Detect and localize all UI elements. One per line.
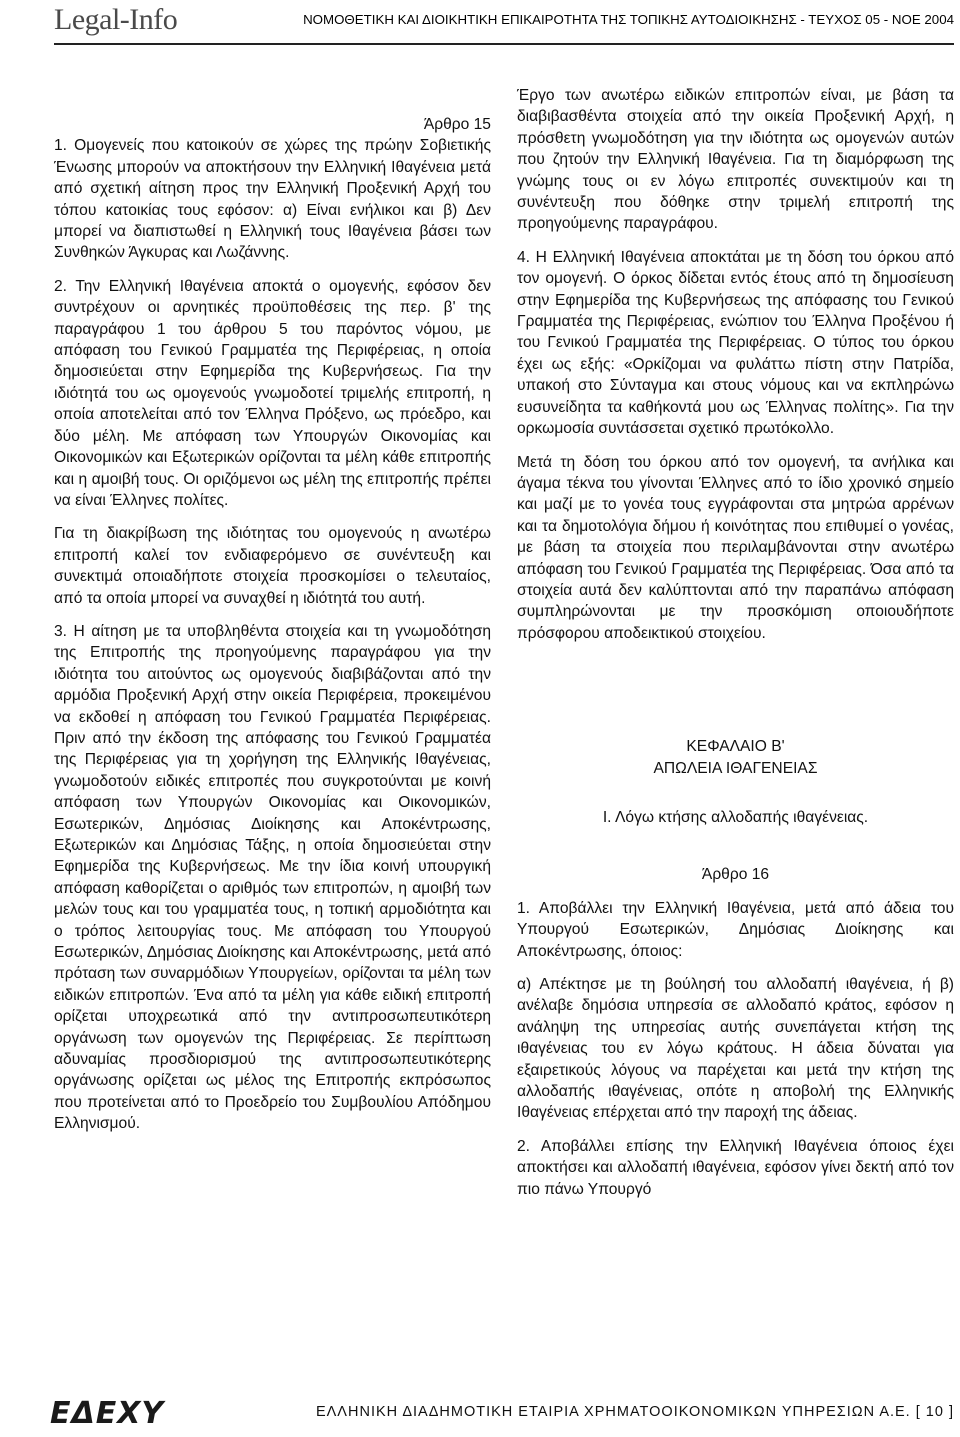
page-footer <box>0 1390 960 1437</box>
section-title: Ι. Λόγω κτήσης αλλοδαπής ιθαγένειας. <box>602 808 869 826</box>
paragraph: Μετά τη δόση του όρκου από τον ομογενή, τα ανήλικα και άγαμα τέκνα του γίνονται Έλληνες από το ίδιο χρονικό σημείο και μαζί με το γονέα τους εγγράφονται στα μητρώα αρρένων και τα δημοτολόγια δήμου ή κοινότητας που επιθυμεί ο γονέας, με βάση τα στοιχεία που περιλαμβάνονται στην ανωτέρω απόφαση του Γενικού Γραμματέα της Περιφέρειας. Όσα από τα στοιχεία αυτά δεν καλύπτονται από την παραπάνω απόφαση συμπληρώνονται με την προσκόμιση οποιουδήποτε πρόσφορου αποδεικτικού στοιχείου. <box>517 453 954 642</box>
left-column <box>54 84 491 1147</box>
right-column <box>517 85 954 1212</box>
paragraph: 4. Η Ελληνική Ιθαγένεια αποκτάται με τη δόση του όρκου από τον ομογενή. Ο όρκος δίδεται εντός έτους από τη δημοσίευση στην Εφημερίδα της Κυβερνήσεως της απόφασης του Γενικού Γραμματέα της Περιφέρειας, ενώπιον του Έλληνα Προξένου ή του Γενικού Γραμματέα της Περιφέρειας. Ο τύπος του όρκου έχει ως εξής: «Ορκίζομαι να φυλάττω πίστη στην Πατρίδα, υπακοή στο Σύνταγμα και στους νόμους και να εκπληρώνω ευσυνείδητα τα καθήκοντά μου ως Έλληνας πολίτης». Για την ορκωμοσία συντάσσεται σχετικό πρωτόκολλο. <box>517 248 954 438</box>
paragraph: α) Απέκτησε με τη βούλησή του αλλοδαπή ιθαγένεια, ή β) ανέλαβε δημόσια υπηρεσία σε αλλοδαπό κράτος, εφόσον η ανάληψη της υπηρεσίας αυτής συνεπάγεται κτήση της ιθαγένειας του εν λόγω κράτους. Η άδεια δύναται για εξαιρετικούς λόγους να παρέχεται και μετά την κτήση της αλλοδαπής ιθαγένειας, οπότε η αποβολή της Ελληνικής Ιθαγένειας επέρχεται από την παροχή της άδειας. <box>517 976 954 1122</box>
paragraph: Έργο των ανωτέρω ειδικών επιτροπών είναι, με βάση τα διαβιβασθέντα στοιχεία από την οικεία Προξενική Αρχή, η πρόσθετη γνωμοδότηση για την ιδιότητα ως ομογενών αυτών που ζητούν την Ελληνική Ιθαγένεια. Για τη διαμόρφωση της γνώμης τους οι εν λόγω επιτροπές συνεκτιμούν και τη συνέντευξη που δόθηκε στην τριμελή επιτροπή της προηγούμενης παραγράφου. <box>517 87 954 233</box>
paragraph: 2. Την Ελληνική Ιθαγένεια αποκτά ο ομογενής, εφόσον δεν συντρέχουν οι αρνητικές προϋποθέσεις της περ. β' της παραγράφου 1 του άρθρου 5 του παρόντος νόμου, με απόφαση του Γενικού Γραμματέα της Περιφέρειας, η οποία δημοσιεύεται στην Εφημερίδα της Κυβερνήσεως. Για την ιδιότητά του ως ομογενούς γνωμοδοτεί τριμελής επιτροπή, η οποία αποτελείται από τον Έλληνα Πρόξενο, ως πρόεδρο, και δύο μέλη. Με απόφαση των Υπουργών Οικονομίας και Οικονομικών και Εξωτερικών ορίζονται τα μέλη κάθε επιτροπής και η αμοιβή τους. Οι οριζόμενοι ως μέλη της επιτροπής πρέπει να είναι Έλληνες πολίτες. <box>54 277 491 509</box>
publication-title: ΝΟΜΟΘΕΤΙΚΗ ΚΑΙ ΔΙΟΙΚΗΤΙΚΗ ΕΠΙΚΑΙΡΟΤΗΤΑ ΤΗΣ ΤΟΠΙΚΗΣ ΑΥΤΟΔΙΟΙΚΗΣΗΣ - ΤΕΥΧΟΣ 05 - ΝΟΕ 2004 <box>303 12 954 27</box>
paragraph: 3. Η αίτηση με τα υποβληθέντα στοιχεία και τη γνωμοδότηση της Επιτροπής της προηγούμενης παραγράφου για την ιδιότητα του αιτούντος ως ομογενούς διαβιβάζονται από την αρμόδια Προξενική Αρχή στην οικεία Περιφέρεια, προκειμένου να εκδοθεί η απόφαση του Γενικού Γραμματέα Περιφέρειας. Πριν από την έκδοση της απόφασης του Γενικού Γραμματέα της Περιφέρειας για τη χορήγηση της Ελληνικής Ιθαγένειας, γνωμοδοτούν ειδικές επιτροπές που συγκροτούνται με κοινή απόφαση των Υπουργών Οικονομίας και Οικονομικών, Εσωτερικών, Δημόσιας Διοίκησης και Αποκέντρωσης, Εξωτερικών και Δημόσιας Τάξης, η οποία δημοσιεύεται στην Εφημερίδα της Κυβερνήσεως. Με την ίδια κοινή υπουργική απόφαση καθορίζεται ο αριθμός των επιτροπών, η αμοιβή των μελών τους και του γραμματέα τους, η τοπική αρμοδιότητα και ο τρόπος λειτουργίας τους. Με απόφαση του Υπουργού Εσωτερικών, Δημόσιας Διοίκησης και Αποκέντρωσης, μετά από πρόταση των συναρμόδιων Υπουργείων, ορίζονται τα μέλη των ειδικών επιτροπών. Ένα από τα μέλη για κάθε ειδική επιτροπή ορίζεται υποχρεωτικά από την αντιπροσωπευτικότερη οργάνωση των ομογενών της Περιφέρειας. Σε περίπτωση αδυναμίας προσδιορισμού της αντιπροσωπευτικότερης οργάνωσης ορίζεται ως μέλος της Επιτροπής εκπρόσωπος που προτείνεται από το Προεδρείο του Συμβουλίου Απόδημου Ελληνισμού. <box>54 622 491 1133</box>
edexy-logo: ΕΔΕΧΥ <box>50 1396 165 1431</box>
paragraph: 2. Αποβάλλει επίσης την Ελληνική Ιθαγένεια όποιος έχει αποκτήσει και αλλοδαπή ιθαγένεια, εφόσον γίνει δεκτή από τον πιο πάνω Υπουργό <box>517 1137 954 1198</box>
paragraph: 1. Αποβάλλει την Ελληνική Ιθαγένεια, μετά από άδεια του Υπουργού Εσωτερικών, Δημόσιας Διοίκησης και Αποκέντρωσης, όποιος: <box>517 899 954 960</box>
article-16-title: Άρθρο 16 <box>701 866 770 884</box>
chapter-title: ΚΕΦΑΛΑΙΟ Β' <box>686 738 785 756</box>
header-divider <box>54 43 954 45</box>
chapter-subtitle: ΑΠΩΛΕΙΑ ΙΘΑΓΕΝΕΙΑΣ <box>653 759 818 777</box>
article-15-title: Άρθρο 15 <box>423 116 491 133</box>
chapter-heading <box>517 736 954 828</box>
paragraph: Για τη διακρίβωση της ιδιότητας του ομογενούς η ανωτέρω επιτροπή καλεί τον ενδιαφερόμενο σε συνέντευξη και συνεκτιμά οποιαδήποτε στοιχεία προσκομίσει ο τελευταίος, από τα οποία μπορεί να συναχθεί η ιδιότητά του αυτή. <box>54 525 491 607</box>
page-header <box>0 0 960 44</box>
footer-company-and-page: ΕΛΛΗΝΙΚΗ ΔΙΑΔΗΜΟΤΙΚΗ ΕΤΑΙΡΙΑ ΧΡΗΜΑΤΟΟΙΚΟΝΟΜΙΚΩΝ ΥΠΗΡΕΣΙΩΝ Α.Ε. [ 10 ] <box>315 1404 954 1420</box>
legal-info-logo: Legal-Info <box>54 3 178 36</box>
paragraph: 1. Ομογενείς που κατοικούν σε χώρες της πρώην Σοβιετικής Ένωσης μπορούν να αποκτήσουν την Ελληνική Ιθαγένεια μετά από σχετική αίτηση προς την Ελληνική Προξενική Αρχή του τόπου κατοικίας τους εφόσον: α) Είναι ενήλικοι και β) Δεν μπορεί να διαπιστωθεί η Ελληνική τους Ιθαγένεια βάσει των Συνθηκών Άγκυρας και Λωζάννης. <box>54 137 491 262</box>
